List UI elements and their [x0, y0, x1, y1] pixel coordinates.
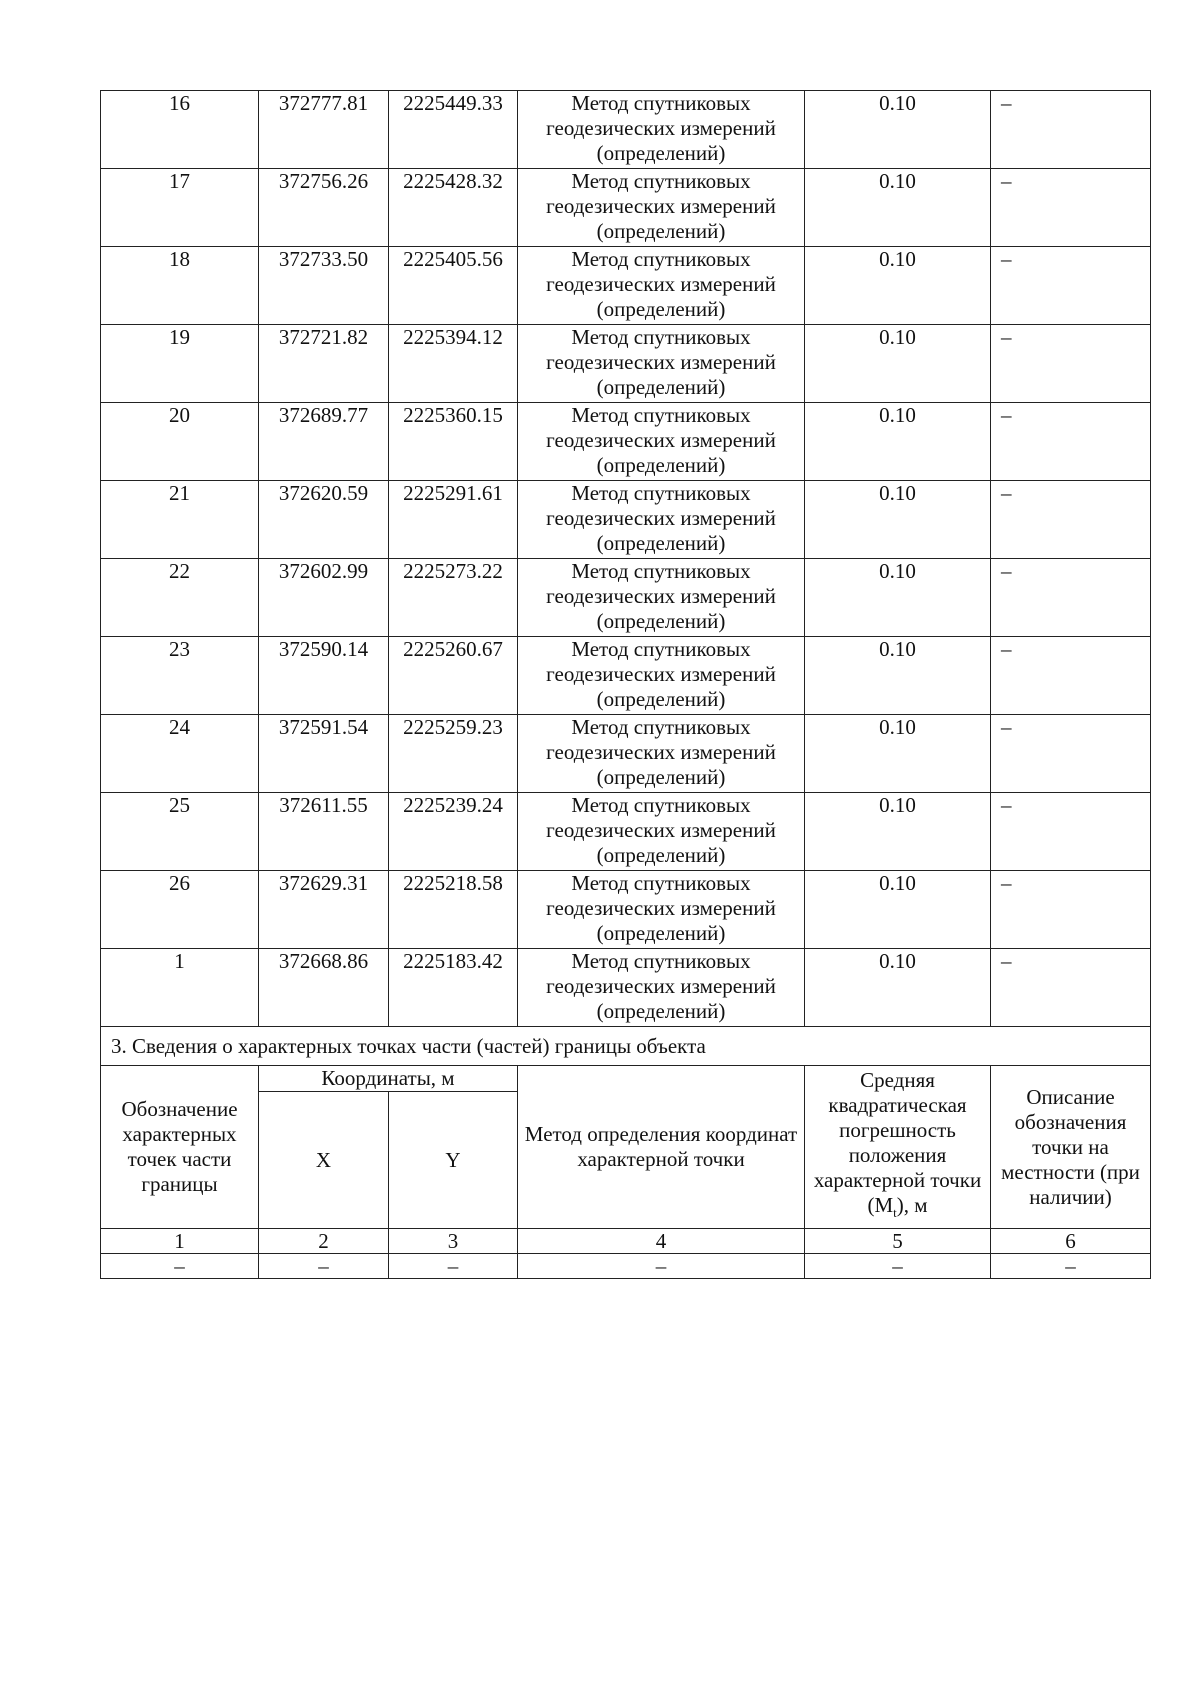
point-number-cell: 17: [101, 169, 259, 247]
column-number-cell: 4: [518, 1229, 805, 1254]
table-row: [101, 169, 1151, 247]
mean-error-cell: 0.10: [805, 715, 991, 793]
point-number-cell: 1: [101, 949, 259, 1027]
header-description: Описание обозначения точки на местности (при наличии): [991, 1066, 1151, 1229]
empty-cell: –: [101, 1254, 259, 1279]
mean-error-cell: 0.10: [805, 91, 991, 169]
method-cell: Метод спутниковых геодезических измерений (определений): [518, 949, 805, 1027]
point-description-cell: –: [991, 481, 1151, 559]
point-description-cell: –: [991, 793, 1151, 871]
method-cell: Метод спутниковых геодезических измерений (определений): [518, 169, 805, 247]
mean-error-cell: 0.10: [805, 637, 991, 715]
point-description-cell: –: [991, 325, 1151, 403]
method-cell: Метод спутниковых геодезических измерений (определений): [518, 325, 805, 403]
column-number-cell: 6: [991, 1229, 1151, 1254]
coord-x-cell: 372590.14: [259, 637, 389, 715]
point-number-cell: 16: [101, 91, 259, 169]
empty-cell: –: [805, 1254, 991, 1279]
coord-y-cell: 2225449.33: [389, 91, 518, 169]
empty-cell: –: [518, 1254, 805, 1279]
point-description-cell: –: [991, 403, 1151, 481]
point-description-cell: –: [991, 715, 1151, 793]
coord-y-cell: 2225273.22: [389, 559, 518, 637]
point-number-cell: 18: [101, 247, 259, 325]
method-cell: Метод спутниковых геодезических измерений (определений): [518, 793, 805, 871]
point-number-cell: 20: [101, 403, 259, 481]
coord-y-cell: 2225218.58: [389, 871, 518, 949]
point-description-cell: –: [991, 91, 1151, 169]
table-row: [101, 325, 1151, 403]
column-number-cell: 2: [259, 1229, 389, 1254]
coord-x-cell: 372602.99: [259, 559, 389, 637]
table-row: [101, 559, 1151, 637]
coord-y-cell: 2225239.24: [389, 793, 518, 871]
mean-error-cell: 0.10: [805, 871, 991, 949]
coord-x-cell: 372620.59: [259, 481, 389, 559]
coord-y-cell: 2225405.56: [389, 247, 518, 325]
coord-x-cell: 372733.50: [259, 247, 389, 325]
column-number-cell: 5: [805, 1229, 991, 1254]
section-3: [101, 1027, 1151, 1279]
point-description-cell: –: [991, 949, 1151, 1027]
table-row: [101, 403, 1151, 481]
coord-x-cell: 372756.26: [259, 169, 389, 247]
method-cell: Метод спутниковых геодезических измерений (определений): [518, 91, 805, 169]
table-row: [101, 949, 1151, 1027]
coordinates-table: [100, 90, 1151, 1279]
point-description-cell: –: [991, 871, 1151, 949]
coord-x-cell: 372777.81: [259, 91, 389, 169]
empty-cell: –: [259, 1254, 389, 1279]
mean-error-cell: 0.10: [805, 793, 991, 871]
mean-error-cell: 0.10: [805, 403, 991, 481]
coord-x-cell: 372629.31: [259, 871, 389, 949]
point-description-cell: –: [991, 169, 1151, 247]
header-designation: Обозначение характерных точек части границы: [101, 1066, 259, 1229]
column-number-cell: 1: [101, 1229, 259, 1254]
table-row: [101, 91, 1151, 169]
table-row: [101, 637, 1151, 715]
point-number-cell: 21: [101, 481, 259, 559]
coord-y-cell: 2225183.42: [389, 949, 518, 1027]
point-number-cell: 23: [101, 637, 259, 715]
method-cell: Метод спутниковых геодезических измерений (определений): [518, 637, 805, 715]
method-cell: Метод спутниковых геодезических измерений (определений): [518, 559, 805, 637]
coord-y-cell: 2225260.67: [389, 637, 518, 715]
empty-data-row: [101, 1254, 1151, 1279]
table-row: [101, 481, 1151, 559]
table-row: [101, 247, 1151, 325]
mean-error-cell: 0.10: [805, 169, 991, 247]
table-row: [101, 871, 1151, 949]
coord-x-cell: 372721.82: [259, 325, 389, 403]
table-row: [101, 715, 1151, 793]
method-cell: Метод спутниковых геодезических измерений (определений): [518, 715, 805, 793]
point-description-cell: –: [991, 559, 1151, 637]
coord-y-cell: 2225394.12: [389, 325, 518, 403]
header-x: X: [259, 1092, 389, 1229]
method-cell: Метод спутниковых геодезических измерений (определений): [518, 871, 805, 949]
point-number-cell: 25: [101, 793, 259, 871]
empty-cell: –: [991, 1254, 1151, 1279]
coord-y-cell: 2225428.32: [389, 169, 518, 247]
points-body: [101, 91, 1151, 1027]
coord-x-cell: 372668.86: [259, 949, 389, 1027]
mean-error-cell: 0.10: [805, 481, 991, 559]
coord-x-cell: 372591.54: [259, 715, 389, 793]
coord-x-cell: 372611.55: [259, 793, 389, 871]
mean-error-cell: 0.10: [805, 949, 991, 1027]
coord-x-cell: 372689.77: [259, 403, 389, 481]
coord-y-cell: 2225259.23: [389, 715, 518, 793]
point-number-cell: 22: [101, 559, 259, 637]
header-y: Y: [389, 1092, 518, 1229]
point-number-cell: 24: [101, 715, 259, 793]
point-description-cell: –: [991, 637, 1151, 715]
coord-y-cell: 2225291.61: [389, 481, 518, 559]
method-cell: Метод спутниковых геодезических измерений (определений): [518, 247, 805, 325]
header-coordinates: Координаты, м: [259, 1066, 518, 1092]
point-number-cell: 19: [101, 325, 259, 403]
section-3-title: 3. Сведения о характерных точках части (частей) границы объекта: [101, 1027, 1151, 1066]
column-number-cell: 3: [389, 1229, 518, 1254]
method-cell: Метод спутниковых геодезических измерений (определений): [518, 403, 805, 481]
empty-cell: –: [389, 1254, 518, 1279]
point-description-cell: –: [991, 247, 1151, 325]
header-method: Метод определения координат характерной точки: [518, 1066, 805, 1229]
coord-y-cell: 2225360.15: [389, 403, 518, 481]
table-row: [101, 793, 1151, 871]
mean-error-cell: 0.10: [805, 559, 991, 637]
mean-error-cell: 0.10: [805, 247, 991, 325]
column-numbers-row: [101, 1229, 1151, 1254]
point-number-cell: 26: [101, 871, 259, 949]
method-cell: Метод спутниковых геодезических измерений (определений): [518, 481, 805, 559]
header-error: Средняя квадратическая погрешность положения характерной точки $(M_t)$, м: [805, 1066, 991, 1229]
mean-error-cell: 0.10: [805, 325, 991, 403]
